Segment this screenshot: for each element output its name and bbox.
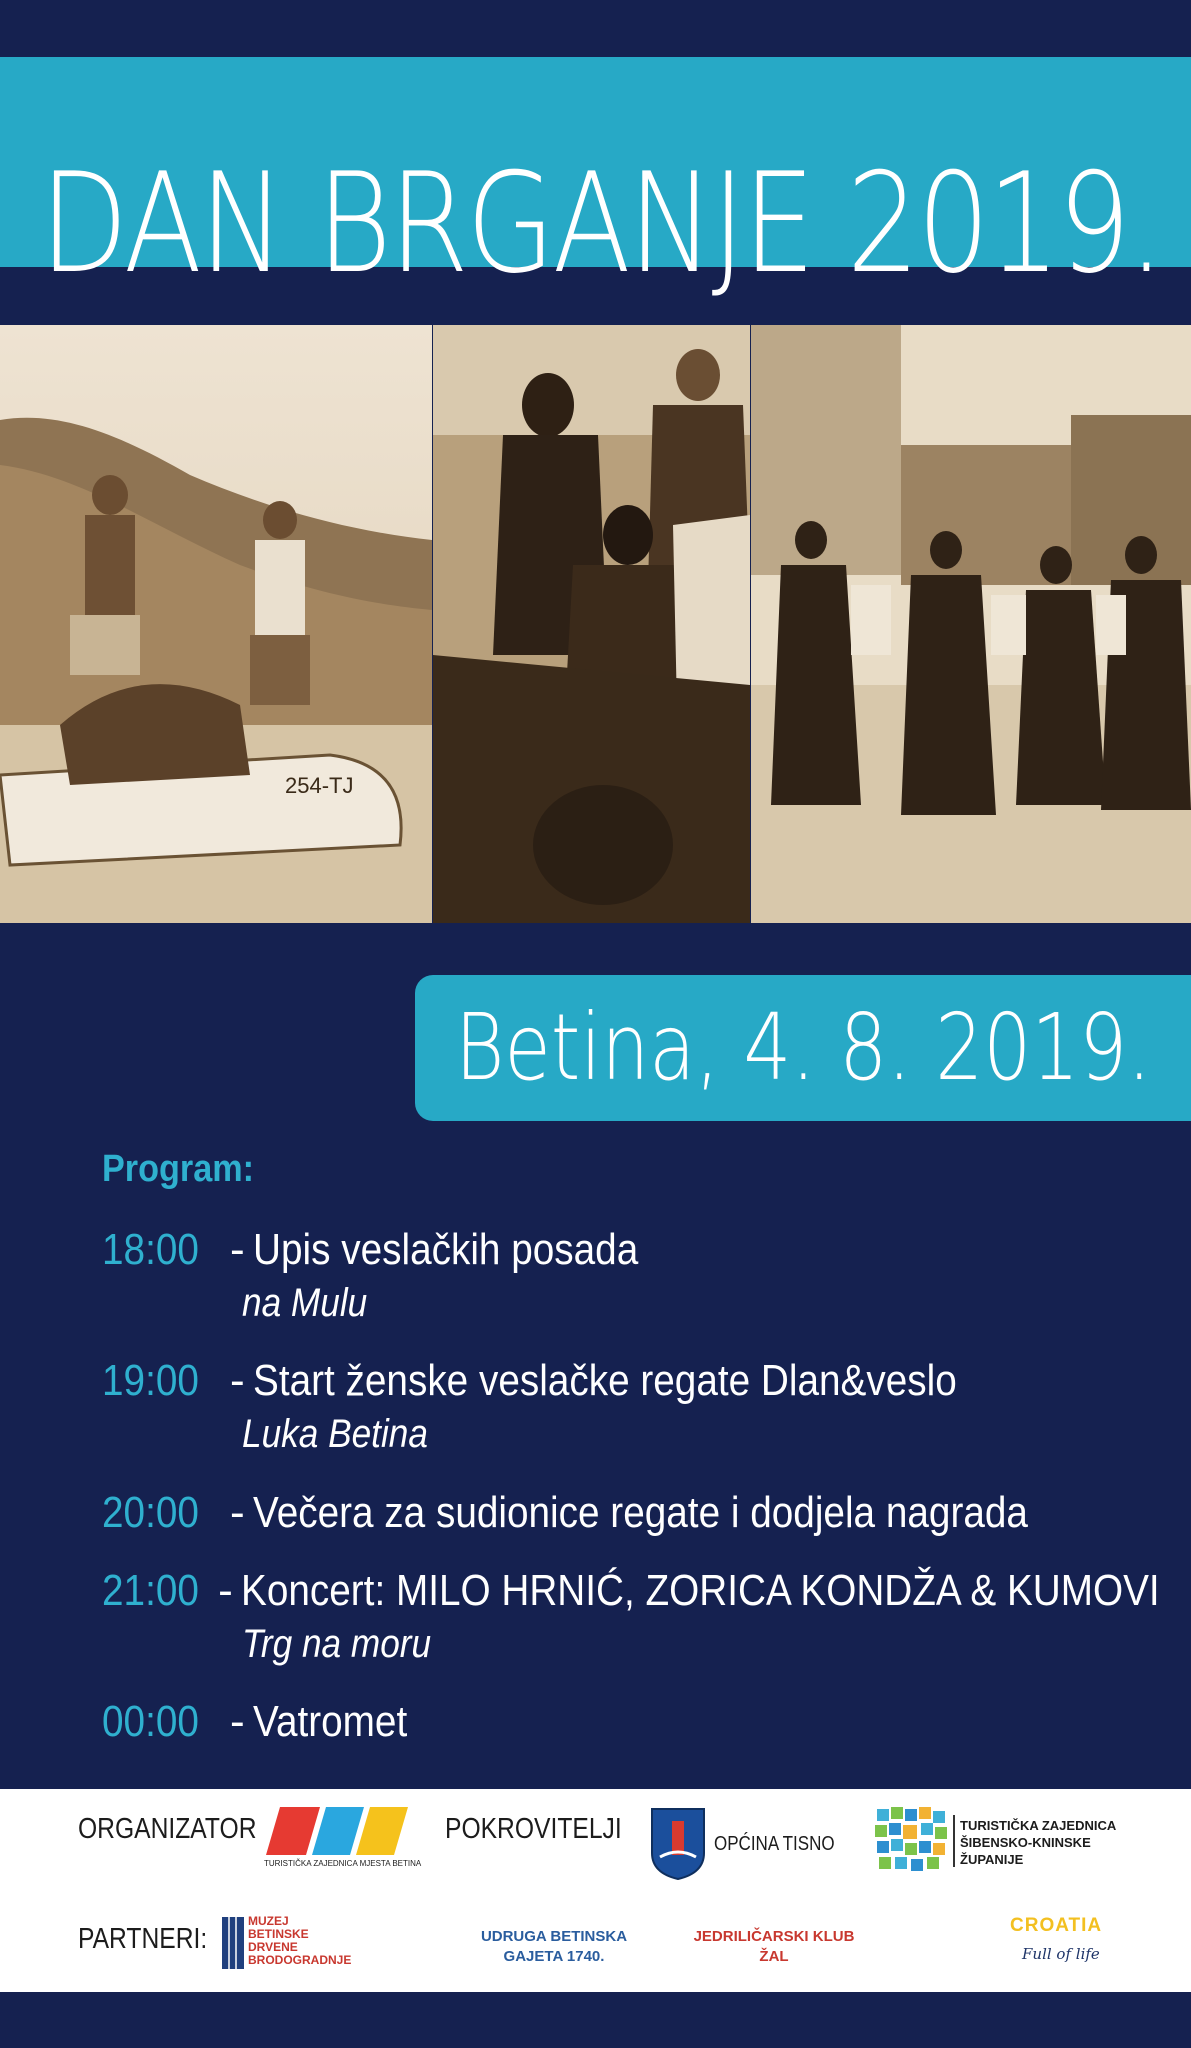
croatia-full-of-life-logo xyxy=(1006,1909,1106,1979)
sail-line2: ŽAL xyxy=(759,1948,789,1965)
gajeta-line2: GAJETA 1740. xyxy=(503,1948,605,1965)
program-time: 19:00 xyxy=(102,1356,199,1405)
tz-county-divider xyxy=(953,1815,955,1867)
tz-county-text xyxy=(960,1817,1116,1868)
sailing-club-partner xyxy=(684,1927,864,1967)
tisno-name: OPĆINA TISNO xyxy=(714,1833,835,1855)
program-item-5 xyxy=(102,1697,1182,1747)
museum-line3: DRVENE xyxy=(248,1940,298,1954)
program-title: Start ženske veslačke regate Dlan&veslo xyxy=(252,1356,957,1405)
program-time: 20:00 xyxy=(102,1488,199,1537)
museum-line4: BRODOGRADNJE xyxy=(248,1953,352,1967)
program-title: Večera za sudionice regate i dodjela nagrada xyxy=(252,1488,1028,1537)
museum-text xyxy=(248,1915,351,1967)
sponsor-band xyxy=(0,1789,1191,1992)
program-location: Trg na moru xyxy=(242,1622,432,1666)
program-title: Vatromet xyxy=(252,1697,407,1746)
organizer-label: ORGANIZATOR xyxy=(78,1813,257,1845)
program-item-2 xyxy=(102,1356,1182,1457)
program-location: na Mulu xyxy=(242,1281,368,1325)
photo-fishermen-boat xyxy=(0,325,432,923)
tz-county-line1: TURISTIČKA ZAJEDNICA xyxy=(960,1818,1117,1833)
program-time: 00:00 xyxy=(102,1697,199,1746)
photo-folk-dance xyxy=(751,325,1191,923)
gajeta-line1: UDRUGA BETINSKA xyxy=(480,1928,628,1945)
program-dash: - xyxy=(230,1488,245,1537)
program-location: Luka Betina xyxy=(242,1412,428,1456)
event-date: Betina, 4. 8. 2019. xyxy=(455,994,1152,1101)
program-dash: - xyxy=(230,1225,245,1274)
program-item-4 xyxy=(102,1566,1182,1667)
tz-betina-caption: TURISTIČKA ZAJEDNICA MJESTA BETINA xyxy=(264,1859,422,1868)
sail-line1: JEDRILIČARSKI KLUB xyxy=(693,1928,855,1945)
boat-number: 254-TJ xyxy=(285,773,354,798)
poster-title: DAN BRGANJE 2019. xyxy=(40,143,1163,304)
program-time: 18:00 xyxy=(102,1225,199,1274)
program-heading: Program: xyxy=(102,1148,255,1190)
museum-logo xyxy=(222,1913,392,1973)
title-banner xyxy=(0,57,1191,304)
program-title: Koncert: MILO HRNIĆ, ZORICA KONDŽA & KUMOVI xyxy=(240,1566,1160,1615)
date-banner xyxy=(415,975,1191,1121)
program-item-1 xyxy=(102,1225,1182,1326)
patrons-label: POKROVITELJI xyxy=(445,1813,622,1845)
program-dash: - xyxy=(230,1697,245,1746)
tz-county-line3: ŽUPANIJE xyxy=(960,1852,1024,1867)
partners-label: PARTNERI: xyxy=(78,1923,208,1955)
museum-icon xyxy=(222,1917,244,1969)
tisno-coat-of-arms-icon xyxy=(650,1807,706,1881)
croatia-slogan: Full of life xyxy=(1022,1945,1100,1963)
museum-line1: MUZEJ xyxy=(248,1914,289,1928)
program-dash: - xyxy=(230,1356,245,1405)
croatia-word xyxy=(1010,1915,1102,1937)
gajeta-partner xyxy=(464,1927,644,1967)
tz-county-mosaic-icon xyxy=(873,1803,951,1875)
photo-strip xyxy=(0,325,1191,923)
program-dash: - xyxy=(218,1566,233,1615)
program-item-3 xyxy=(102,1488,1182,1538)
tz-betina-logo xyxy=(262,1807,422,1869)
program-time: 21:00 xyxy=(102,1566,199,1615)
program-title: Upis veslačkih posada xyxy=(252,1225,638,1274)
photo-women-sorting-seaweed xyxy=(433,325,750,923)
museum-line2: BETINSKE xyxy=(248,1927,309,1941)
croatia-wordmark: CROATIA xyxy=(1010,1915,1103,1936)
tz-county-line2: ŠIBENSKO-KNINSKE xyxy=(960,1835,1091,1850)
